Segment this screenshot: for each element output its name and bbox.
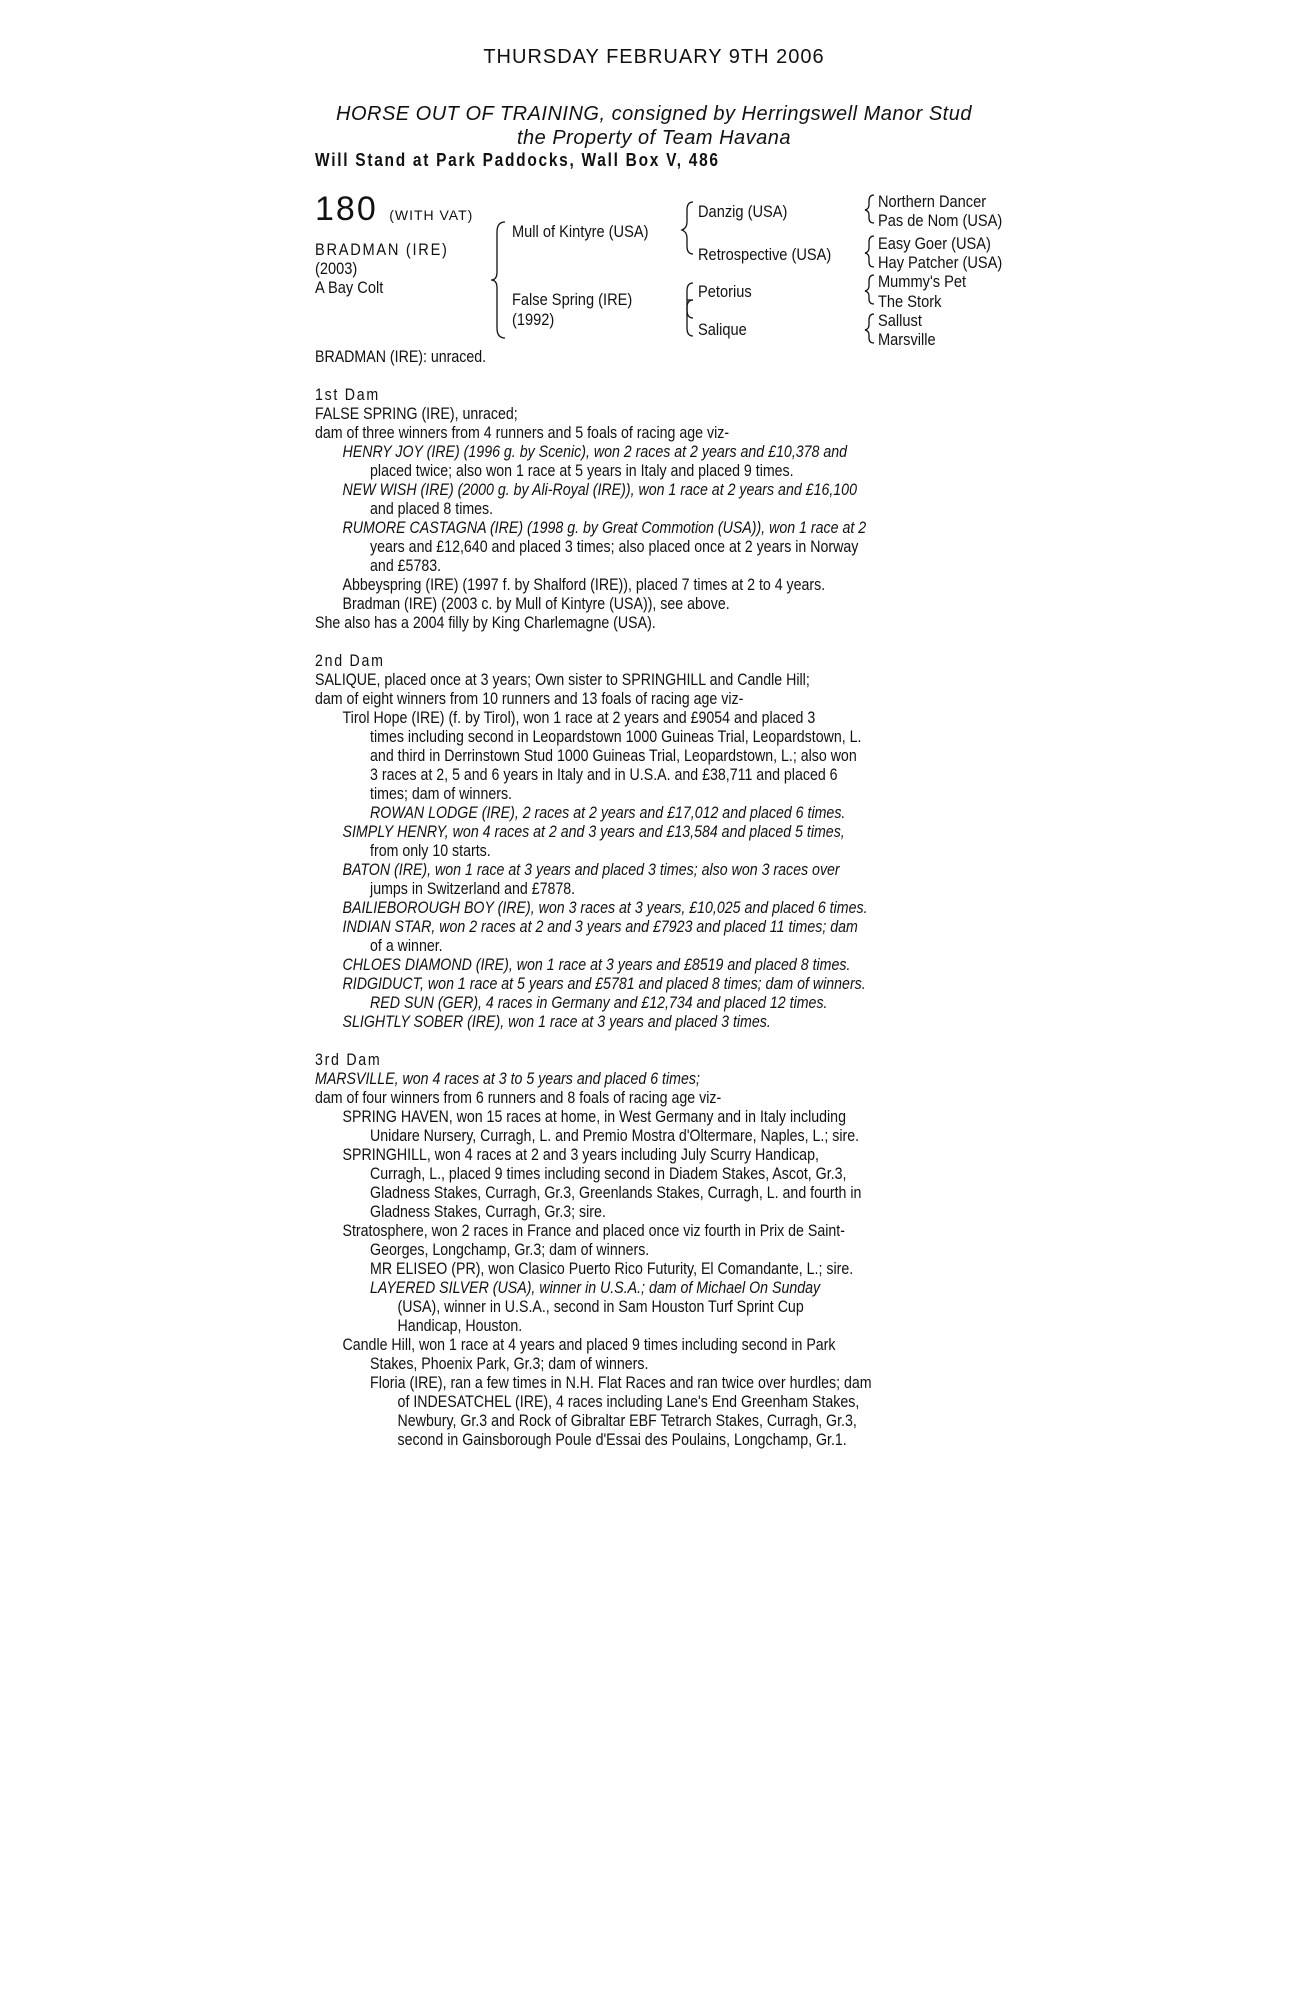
dam3-line: Gladness Stakes, Curragh, Gr.3, Greenlands Stakes, Curragh, L. and fourth in [370,1184,862,1202]
dam1-heading: 1st Dam [315,386,380,404]
dam3-line: SPRINGHILL, won 4 races at 2 and 3 years including July Scurry Handicap, [342,1146,819,1164]
stand-location: Will Stand at Park Paddocks, Wall Box V, 486 [315,150,720,170]
horse-name: BRADMAN (IRE) [315,240,449,259]
dam3-line: Stakes, Phoenix Park, Gr.3; dam of winners. [370,1355,649,1373]
dam1-line: Bradman (IRE) (2003 c. by Mull of Kintyre (USA)), see above. [342,595,730,613]
dam1-line: FALSE SPRING (IRE), unraced; [315,405,518,423]
dam3-heading: 3rd Dam [315,1051,382,1069]
dam2-line: BAILIEBOROUGH BOY (IRE), won 3 races at 3 years, £10,025 and placed 6 times. [342,899,868,917]
dam2-line: ROWAN LODGE (IRE), 2 races at 2 years and £17,012 and placed 6 times. [370,804,846,822]
dam2-line: CHLOES DIAMOND (IRE), won 1 race at 3 years and £8519 and placed 8 times. [342,956,851,974]
pedigree-ggs-4: Hay Patcher (USA) [878,253,1003,272]
pedigree-dam: False Spring (IRE) [512,290,633,309]
dam3-line: (USA), winner in U.S.A., second in Sam Houston Turf Sprint Cup [397,1298,804,1316]
pedigree-grandsire-1: Danzig (USA) [698,202,788,221]
pedigree-ggs-5: Mummy's Pet [878,272,967,291]
dam1-line: and placed 8 times. [370,500,494,518]
pedigree-ggs-2: Pas de Nom (USA) [878,211,1003,230]
horse-year: (2003) [315,259,358,278]
dam2-line: from only 10 starts. [370,842,491,860]
dam3-line: second in Gainsborough Poule d'Essai des Poulains, Longchamp, Gr.1. [397,1431,847,1449]
dam1-line: years and £12,640 and placed 3 times; also placed once at 2 years in Norway [370,538,859,556]
horse-description: A Bay Colt [315,278,384,297]
dam2-line: times; dam of winners. [370,785,512,803]
dam1-line: HENRY JOY (IRE) (1996 g. by Scenic), won 2 races at 2 years and £10,378 and [342,443,848,461]
pedigree-ggs-1: Northern Dancer [878,192,987,211]
catalogue-body [315,348,1015,1450]
dam1-line: dam of three winners from 4 runners and 5 foals of racing age viz- [315,424,730,442]
dam1-line: NEW WISH (IRE) (2000 g. by Ali-Royal (IRE)), won 1 race at 2 years and £16,100 [342,481,857,499]
dam3-line: Unidare Nursery, Curragh, L. and Premio Mostra d'Oltermare, Naples, L.; sire. [370,1127,860,1145]
dam2-line: and third in Derrinstown Stud 1000 Guineas Trial, Leopardstown, L.; also won [370,747,857,765]
dam3-line: Curragh, L., placed 9 times including second in Diadem Stakes, Ascot, Gr.3, [370,1165,847,1183]
consignor-line: HORSE OUT OF TRAINING, consigned by Herringswell Manor Stud [336,103,972,125]
dam1-line: She also has a 2004 filly by King Charlemagne (USA). [315,614,656,632]
dam3-line: SPRING HAVEN, won 15 races at home, in West Germany and in Italy including [342,1108,846,1126]
dam2-line: SIMPLY HENRY, won 4 races at 2 and 3 years and £13,584 and placed 5 times, [342,823,845,841]
pedigree-ggs-8: Marsville [878,330,936,349]
dam1-line: Abbeyspring (IRE) (1997 f. by Shalford (IRE)), placed 7 times at 2 to 4 years. [342,576,826,594]
lot-number-value: 180 [315,190,378,228]
pedigree-sire: Mull of Kintyre (USA) [512,222,649,241]
dam3-line: MARSVILLE, won 4 races at 3 to 5 years and placed 6 times; [315,1070,700,1088]
dam2-line: of a winner. [370,937,443,955]
property-line: the Property of Team Havana [516,127,792,149]
dam2-line: SLIGHTLY SOBER (IRE), won 1 race at 3 years and placed 3 times. [342,1013,771,1031]
dam2-line: BATON (IRE), won 1 race at 3 years and placed 3 times; also won 3 races over [342,861,840,879]
dam1-line: and £5783. [370,557,442,575]
pedigree-grandsire-3: Petorius [698,282,752,301]
dam3-line: LAYERED SILVER (USA), winner in U.S.A.; dam of Michael On Sunday [370,1279,821,1297]
dam3-line: Georges, Longchamp, Gr.3; dam of winners. [370,1241,650,1259]
vat-note: (WITH VAT) [389,207,474,223]
dam2-line: SALIQUE, placed once at 3 years; Own sister to SPRINGHILL and Candle Hill; [315,671,810,689]
pedigree-braces [0,0,1308,360]
dam3-line: Floria (IRE), ran a few times in N.H. Flat Races and ran twice over hurdles; dam [370,1374,872,1392]
pedigree-ggs-3: Easy Goer (USA) [878,234,991,253]
pedigree-grandsire-4: Salique [698,320,747,339]
dam2-line: jumps in Switzerland and £7878. [370,880,576,898]
sale-date: THURSDAY FEBRUARY 9TH 2006 [483,46,825,68]
dam2-line: dam of eight winners from 10 runners and 13 foals of racing age viz- [315,690,744,708]
pedigree-dam-year: (1992) [512,310,555,329]
dam2-heading: 2nd Dam [315,652,385,670]
dam2-line: times including second in Leopardstown 1000 Guineas Trial, Leopardstown, L. [370,728,862,746]
dam1-line: RUMORE CASTAGNA (IRE) (1998 g. by Great Commotion (USA)), won 1 race at 2 [342,519,867,537]
dam2-line: Tirol Hope (IRE) (f. by Tirol), won 1 race at 2 years and £9054 and placed 3 [342,709,816,727]
dam3-line: Newbury, Gr.3 and Rock of Gibraltar EBF Tetrarch Stakes, Curragh, Gr.3, [397,1412,857,1430]
dam3-line: Stratosphere, won 2 races in France and placed once viz fourth in Prix de Saint- [342,1222,845,1240]
dam1-line: placed twice; also won 1 race at 5 years in Italy and placed 9 times. [370,462,794,480]
dam3-line: of INDESATCHEL (IRE), 4 races including Lane's End Greenham Stakes, [397,1393,860,1411]
dam3-line: Candle Hill, won 1 race at 4 years and placed 9 times including second in Park [342,1336,836,1354]
dam3-line: Handicap, Houston. [397,1317,523,1335]
dam2-line: INDIAN STAR, won 2 races at 2 and 3 years and £7923 and placed 11 times; dam [342,918,858,936]
pedigree-grandsire-2: Retrospective (USA) [698,245,832,264]
dam3-line: MR ELISEO (PR), won Clasico Puerto Rico Futurity, El Comandante, L.; sire. [370,1260,854,1278]
dam2-line: RED SUN (GER), 4 races in Germany and £12,734 and placed 12 times. [370,994,828,1012]
unraced-note: BRADMAN (IRE): unraced. [315,348,487,366]
dam2-line: RIDGIDUCT, won 1 race at 5 years and £5781 and placed 8 times; dam of winners. [342,975,866,993]
dam3-line: Gladness Stakes, Curragh, Gr.3; sire. [370,1203,606,1221]
pedigree-ggs-6: The Stork [878,292,942,311]
dam2-line: 3 races at 2, 5 and 6 years in Italy and in U.S.A. and £38,711 and placed 6 [370,766,838,784]
pedigree-ggs-7: Sallust [878,311,922,330]
dam3-line: dam of four winners from 6 runners and 8 foals of racing age viz- [315,1089,722,1107]
